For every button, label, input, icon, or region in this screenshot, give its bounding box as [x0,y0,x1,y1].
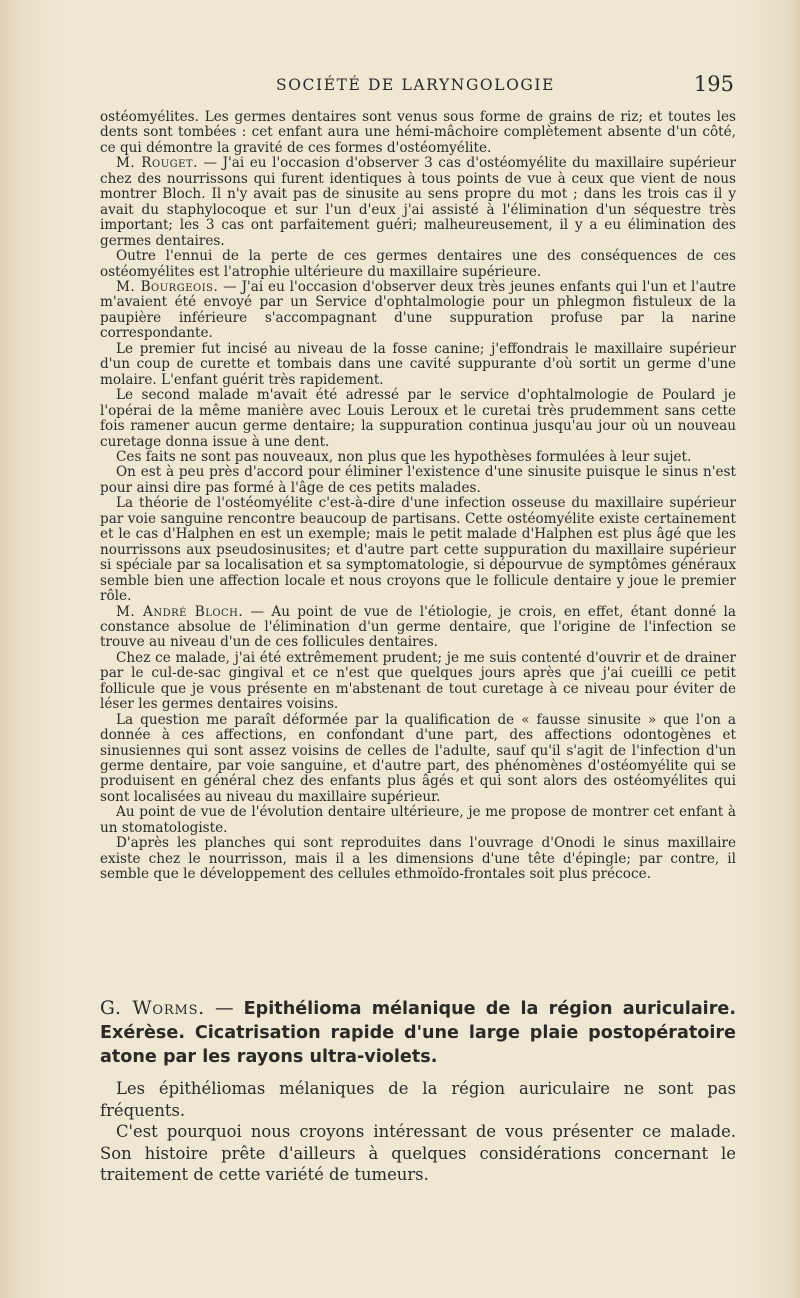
paragraph: Les épithéliomas mélaniques de la région auriculaire ne sont pas fréquents. [100,1079,736,1120]
paragraph: D'après les planches qui sont reproduites dans l'ouvrage d'Onodi le sinus maxillaire existe chez le nourrisson, mais il a les dimensions d'une tête d'épingle; par contre, il semble que le développement des cellules ethmoïdo-frontales soit plus précoce. [100,835,736,883]
running-title: SOCIÉTÉ DE LARYNGOLOGIE [276,76,556,94]
speaker-name: M. Bourgeois. [116,278,219,295]
paragraph: Ces faits ne sont pas nouveaux, non plus que les hypothèses formulées à leur sujet. [116,448,692,465]
article-body [100,1078,736,1186]
paragraph [100,280,736,342]
paragraph: ostéomyélites. Les germes dentaires sont venus sous forme de grains de riz; et toutes les dents sont tombées : cet enfant aura une hémi-mâchoire complètement absente d'un côté, ce qui démontre la gravité de ces formes d'ostéomyélite. [100,109,736,156]
discussion-text [100,110,736,883]
paragraph [100,605,736,651]
speaker-name: M. Rouget. [116,155,198,172]
paragraph: La théorie de l'ostéomyélite c'est-à-dire d'une infection osseuse du maxillaire supérieur par voie sanguine rencontre beaucoup de partisans. Cette ostéomyélite existe certainement et le cas d'Halphen en est un exemple; mais le petit malade d'Halphen est plus âgé que les nourrissons aux pseudosinusites; et d'autre part cette suppuration du maxillaire supérieur si spéciale par sa localisation et sa symptomatologie, si dépourvue de symptômes généraux semble bien une affection locale et nous croyons que le follicule dentaire y joue le premier rôle. [100,495,736,605]
speaker-text: — J'ai eu l'occasion d'observer 3 cas d'ostéomyélite du maxillaire supérieur chez des nourrissons qui furent identiques à tous points de vue à ceux que vient de nous montrer Bloch. Il n'y avait pas de sinusite au sens propre du mot ; dans les trois cas il y avait du staphylocoque et sur l'un d'eux j'ai assisté à l'élimination d'un séquestre très important; les 3 cas ont parfaitement guéri; malheureusement, il y a eu élimination des germes dentaires. [100,155,736,249]
paragraph: On est à peu près d'accord pour éliminer l'existence d'une sinusite puisque le sinus n'est pour ainsi dire pas formé à l'âge de ces petits malades. [100,464,736,496]
paragraph: Au point de vue de l'évolution dentaire ultérieure, je me propose de montrer cet enfant à un stomatologiste. [100,804,736,836]
paragraph: Le second malade m'avait été adressé par le service d'ophtalmologie de Poulard je l'opérai de la même manière avec Louis Leroux et le curetai très prudemment sans cette fois ramener aucun germe dentaire; la suppuration continua jusqu'au jour où un nouveau curetage donna issue à une dent. [100,387,736,450]
article-title: Epithélioma mélanique de la région auriculaire. Exérèse. Cicatrisation rapide d'une large plaie postopératoire atone par les rayons ultra-violets. [100,999,737,1067]
speaker-text: — J'ai eu l'occasion d'observer deux très jeunes enfants qui l'un et l'autre m'avaient été envoyé par un Service d'ophtalmologie pour un phlegmon fistuleux de la paupière inférieure s'accompagnant d'une suppuration profuse par la narine correspondante. [100,278,736,342]
heading-dash: — [205,998,244,1019]
paragraph: La question me paraît déformée par la qualification de « fausse sinusite » que l'on a donnée à ces affections, en confondant d'une part, des affections odontogènes et sinusiennes qui sont assez voisins de celles de l'adulte, sauf qu'il s'agit de l'infection d'un germe dentaire, par voie sanguine, et d'autre part, des phénomènes d'ostéomyélite qui se produisent en général chez des enfants plus âgés et qui sont alors des ostéomyélites qui sont localisées au niveau du maxillaire supérieur. [100,711,736,805]
paragraph: Chez ce malade, j'ai été extrêmement prudent; je me suis contenté d'ouvrir et de drainer par le cul-de-sac gingival et ce n'est que quelques jours après que j'ai cueilli ce petit follicule que je vous présente en m'abstenant de tout curetage à ce niveau pour éviter de léser les germes dentaires voisins. [100,649,736,713]
running-head [100,72,736,98]
speaker-name: M. André Bloch. [116,603,244,620]
article-author: G. Worms. [100,998,206,1019]
paragraph: C'est pourquoi nous croyons intéressant de vous présenter ce malade. Son histoire prête d'ailleurs à quelques considérations concernant le traitement de cette variété de tumeurs. [100,1122,736,1185]
paragraph [100,156,736,249]
paragraph: Outre l'ennui de la perte de ces germes dentaires une des conséquences de ces ostéomyélites est l'atrophie ultérieure du maxillaire supérieure. [100,248,736,280]
page-number: 195 [693,72,734,96]
speaker-text: — Au point de vue de l'étiologie, je crois, en effet, étant donné la constance absolue de l'élimination d'un germe dentaire, que l'origine de l'infection se trouve au niveau d'un de ces follicules dentaires. [100,603,736,651]
article-heading [100,997,736,1069]
paragraph: Le premier fut incisé au niveau de la fosse canine; j'effondrais le maxillaire supérieur d'un coup de curette et tombais dans une cavité suppurante d'où sortit un germe d'une molaire. L'enfant guérit très rapidement. [100,340,736,388]
